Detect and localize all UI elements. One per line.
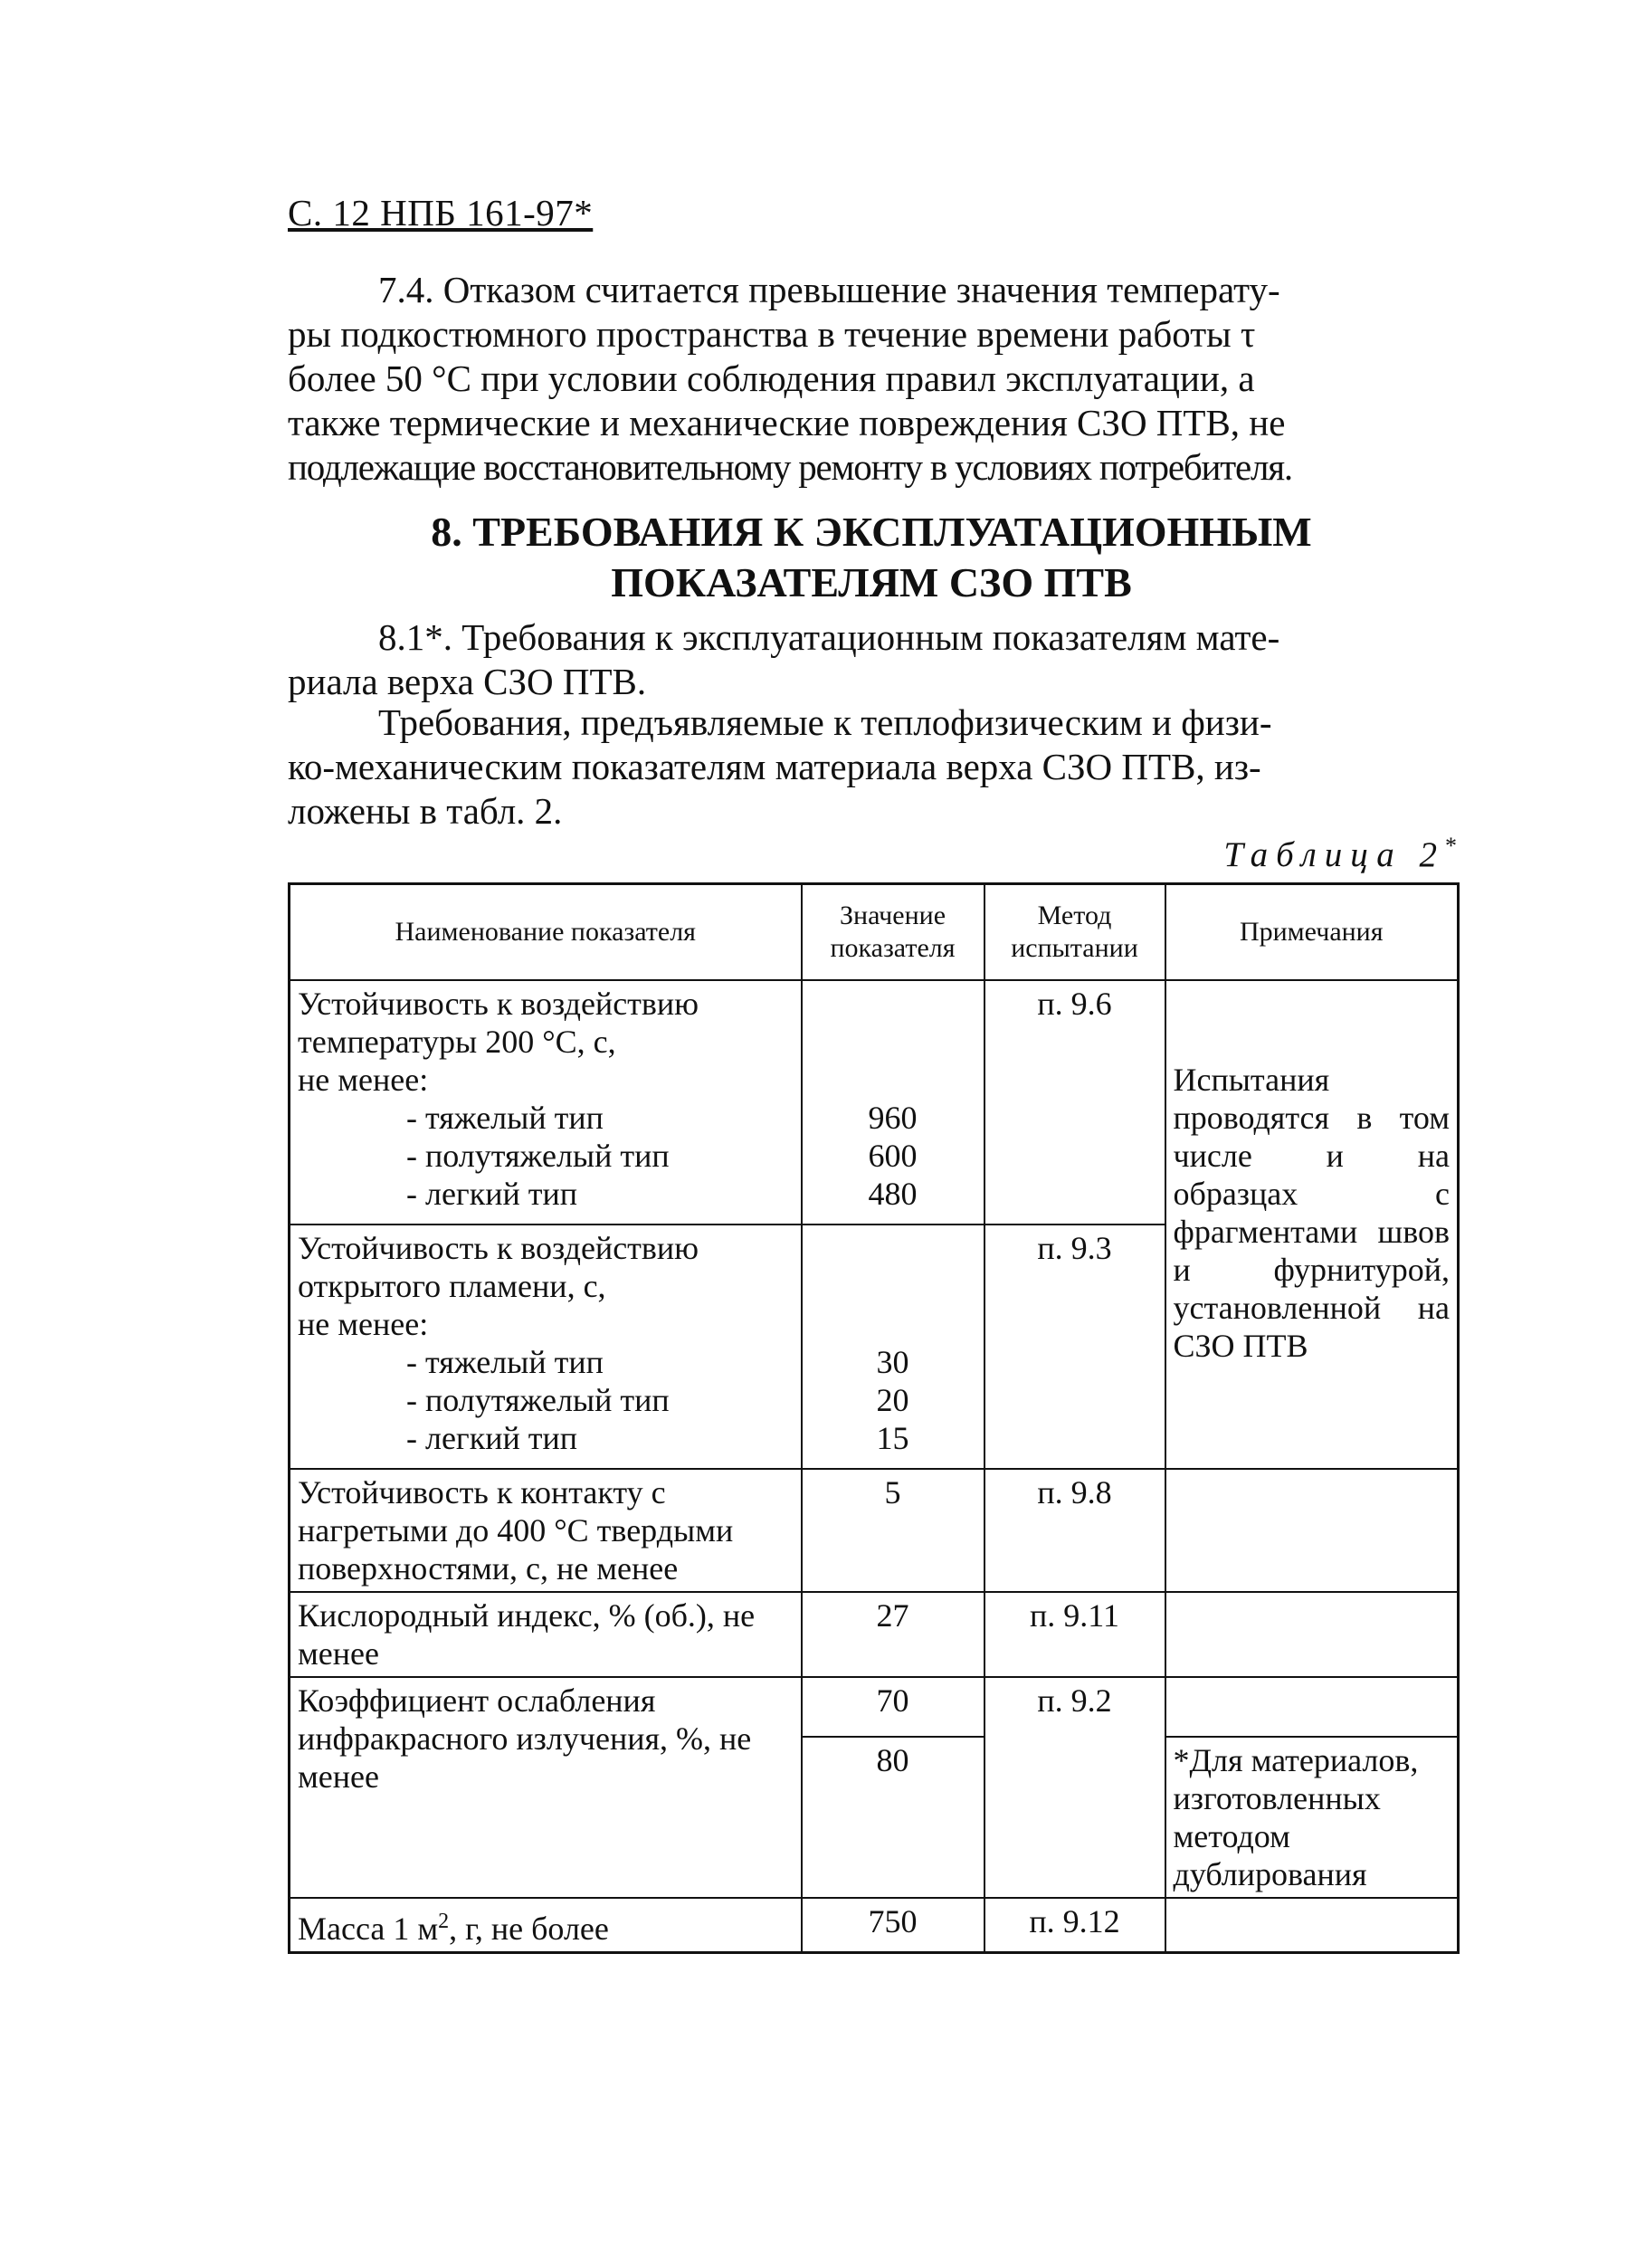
value-item: 480 xyxy=(868,1176,918,1212)
text-line: подлежащие восстановительному ремонту в условиях потребителя. xyxy=(288,446,1292,488)
type-item: - полутяжелый тип xyxy=(406,1382,670,1418)
table-row xyxy=(290,1592,1459,1677)
heading-line: 8. ТРЕБОВАНИЯ К ЭКСПЛУАТАЦИОННЫМ xyxy=(431,509,1312,555)
heading-line: ПОКАЗАТЕЛЯМ СЗО ПТВ xyxy=(611,559,1132,605)
row-name-line: открытого пламени, с, xyxy=(298,1268,606,1304)
value-item: 600 xyxy=(868,1138,918,1174)
cell-note xyxy=(1165,1469,1459,1592)
type-item: - легкий тип xyxy=(406,1176,577,1212)
text-line: ко-механическим показателям материала верха СЗО ПТВ, из- xyxy=(288,746,1261,787)
value-item: 30 xyxy=(876,1344,909,1380)
cell-note xyxy=(1165,1592,1459,1677)
cell-name: Коэффициент ослабления инфракрасного излучения, %, не менее xyxy=(290,1677,802,1898)
row-name-line: температуры 200 °С, с, xyxy=(298,1024,616,1060)
table-caption-mark: * xyxy=(1445,833,1457,859)
row-name-sup: 2 xyxy=(438,1910,450,1933)
cell-value xyxy=(802,1225,984,1469)
cell-method: п. 9.8 xyxy=(984,1469,1165,1592)
value-item: 960 xyxy=(868,1100,918,1136)
cell-name: Устойчивость к контакту с нагретыми до 400 °С твердыми поверхностями, с, не менее xyxy=(290,1469,802,1592)
text-line: ры подкостюмного пространства в течение времени работы τ xyxy=(288,313,1256,355)
value-item: 15 xyxy=(876,1420,909,1456)
type-item: - легкий тип xyxy=(406,1420,577,1456)
header-name: Наименование показателя xyxy=(290,884,802,981)
paragraph-8-1-text xyxy=(288,700,1455,834)
running-head: С. 12 НПБ 161-97* xyxy=(288,192,594,233)
cell-method: п. 9.6 xyxy=(984,980,1165,1225)
cell-note xyxy=(1165,1677,1459,1737)
paragraph-7-4 xyxy=(288,268,1455,490)
type-item: - полутяжелый тип xyxy=(406,1138,670,1174)
cell-value xyxy=(802,980,984,1225)
section-heading xyxy=(288,507,1455,608)
row-name-line: Устойчивость к воздействию xyxy=(298,1230,699,1266)
type-item: - тяжелый тип xyxy=(406,1100,604,1136)
requirements-table xyxy=(288,882,1460,1954)
cell-note: Испытания проводятся в том числе и на образцах с фрагментами швов и фурнитурой, установленной на СЗО ПТВ xyxy=(1165,980,1459,1469)
row-name-prefix: Масса 1 м xyxy=(298,1911,439,1947)
text-line: ложены в табл. 2. xyxy=(288,790,563,832)
text-line: более 50 °С при условии соблюдения правил эксплуатации, а xyxy=(288,357,1255,399)
row-name-line: не менее: xyxy=(298,1306,429,1342)
row-name-line: не менее: xyxy=(298,1062,429,1098)
cell-method: п. 9.3 xyxy=(984,1225,1165,1469)
cell-value: 750 xyxy=(802,1898,984,1953)
cell-name xyxy=(290,1225,802,1469)
table-row xyxy=(290,1898,1459,1953)
cell-method: п. 9.2 xyxy=(984,1677,1165,1898)
cell-name: Кислородный индекс, % (об.), не менее xyxy=(290,1592,802,1677)
text-line: также термические и механические повреждения СЗО ПТВ, не xyxy=(288,402,1286,443)
text-line: Требования, предъявляемые к теплофизическим и физи- xyxy=(378,701,1272,743)
row-name-suffix: , г, не более xyxy=(449,1911,609,1947)
table-row xyxy=(290,980,1459,1225)
table-row xyxy=(290,1469,1459,1592)
cell-note xyxy=(1165,1898,1459,1953)
cell-name xyxy=(290,1898,802,1953)
table-header-row xyxy=(290,884,1459,981)
header-value: Значение показателя xyxy=(802,884,984,981)
table-caption-label: Таблица 2 xyxy=(1223,835,1445,874)
type-item: - тяжелый тип xyxy=(406,1344,604,1380)
cell-method: п. 9.12 xyxy=(984,1898,1165,1953)
text-line: 7.4. Отказом считается превышение значения температу- xyxy=(378,269,1280,310)
table-row xyxy=(290,1677,1459,1737)
cell-note: *Для материалов, изготовленных методом дублирования xyxy=(1165,1737,1459,1898)
table-caption xyxy=(1131,833,1457,875)
cell-value: 70 xyxy=(802,1677,984,1737)
cell-name xyxy=(290,980,802,1225)
paragraph-8-1 xyxy=(288,615,1455,704)
header-notes: Примечания xyxy=(1165,884,1459,981)
cell-value: 5 xyxy=(802,1469,984,1592)
text-line: 8.1*. Требования к эксплуатационным показателям мате- xyxy=(378,616,1280,658)
value-item: 20 xyxy=(876,1382,909,1418)
cell-method: п. 9.11 xyxy=(984,1592,1165,1677)
cell-value: 27 xyxy=(802,1592,984,1677)
header-method: Метод испытании xyxy=(984,884,1165,981)
text-line: риала верха СЗО ПТВ. xyxy=(288,661,647,702)
cell-value: 80 xyxy=(802,1737,984,1898)
row-name-line: Устойчивость к воздействию xyxy=(298,986,699,1022)
